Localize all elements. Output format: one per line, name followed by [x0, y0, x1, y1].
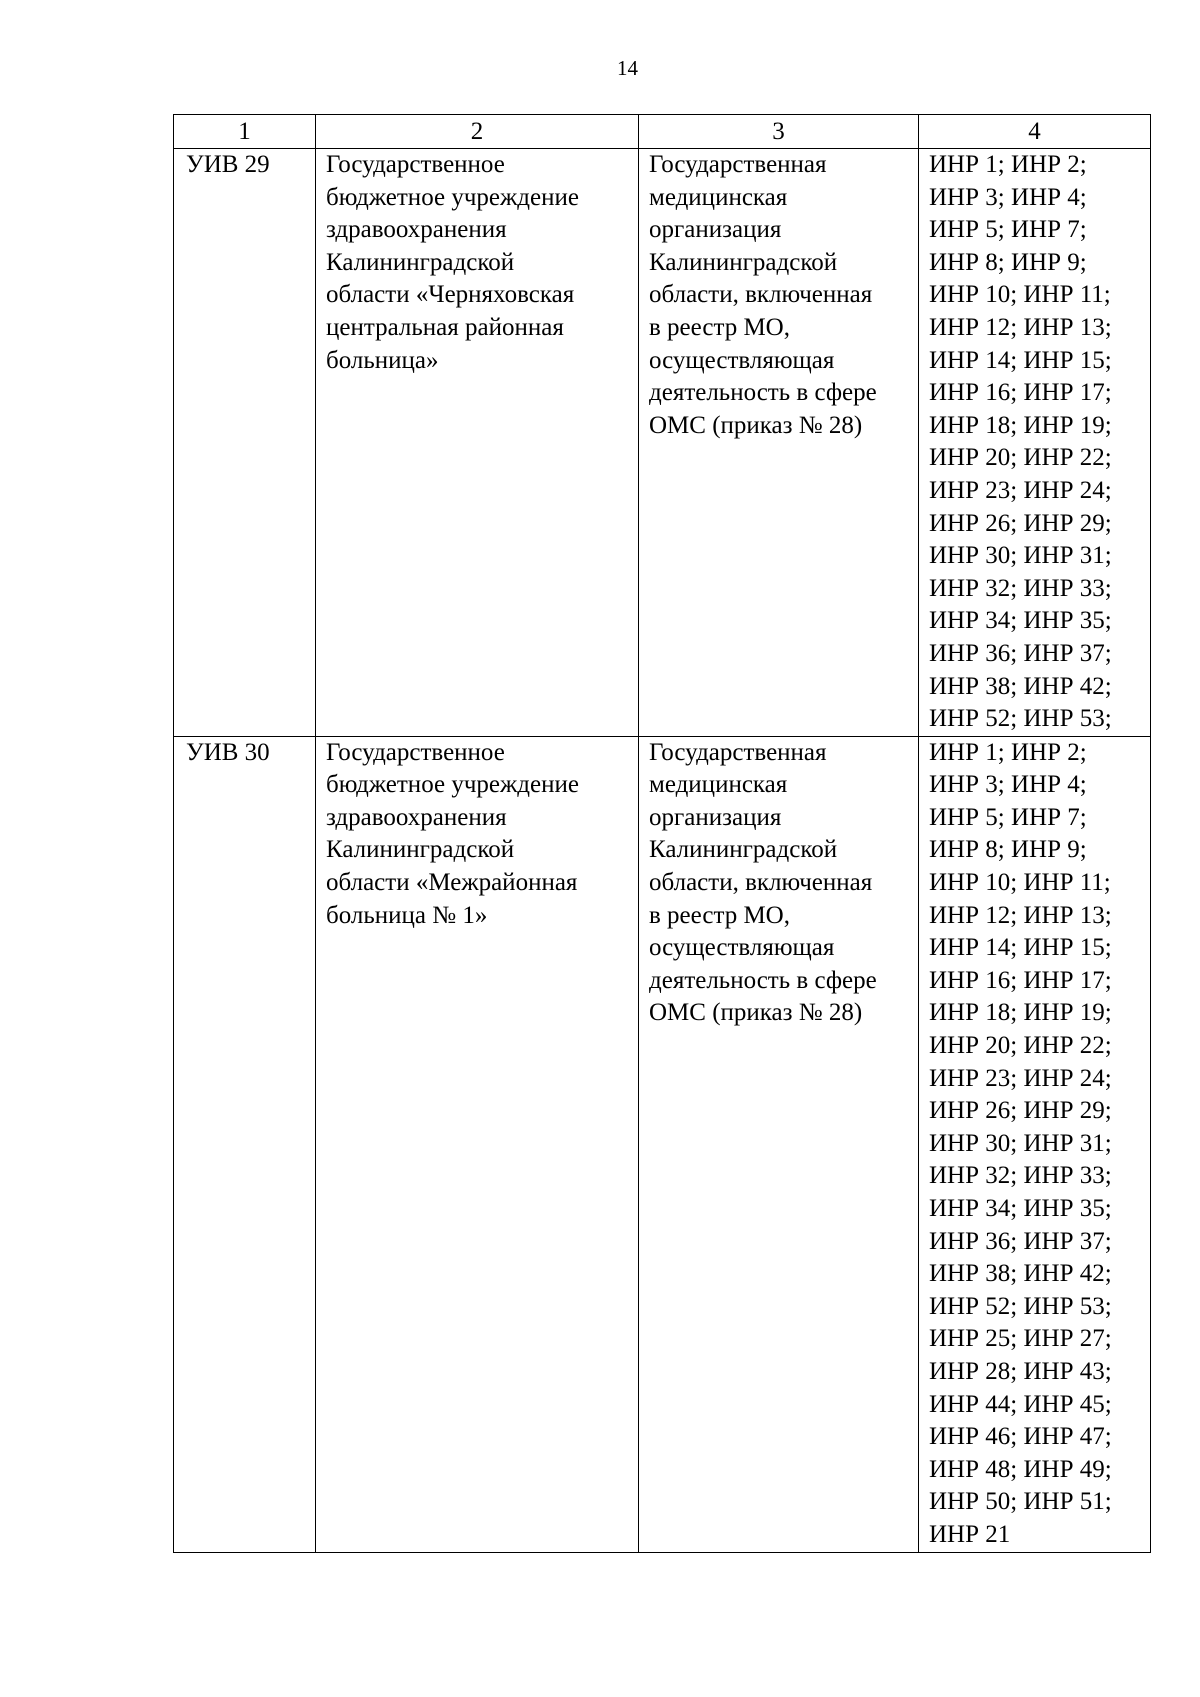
type-line: области, включенная [649, 869, 873, 897]
name-line: центральная районная [326, 313, 564, 341]
page-number: 14 [617, 56, 638, 80]
indicator-line: ИНР 36; ИНР 37; [929, 1227, 1112, 1255]
table-row [174, 149, 1151, 737]
indicator-line: ИНР 32; ИНР 33; [929, 1162, 1112, 1190]
indicator-line: ИНР 5; ИНР 7; [929, 216, 1087, 244]
type-line: медицинская [649, 183, 788, 211]
indicator-line: ИНР 34; ИНР 35; [929, 1195, 1112, 1222]
type-line: медицинская [649, 771, 788, 799]
type-line: деятельность в сфере [649, 966, 877, 994]
indicator-line: ИНР 23; ИНР 24; [929, 476, 1112, 504]
indicator-line: ИНР 3; ИНР 4; [929, 183, 1087, 211]
indicator-line: ИНР 14; ИНР 15; [929, 346, 1112, 374]
indicator-line: ИНР 8; ИНР 9; [929, 836, 1087, 864]
type-line: осуществляющая [649, 346, 835, 374]
indicator-line: ИНР 3; ИНР 4; [929, 771, 1087, 799]
type-line: организация [649, 803, 782, 831]
type-line: Государственная [649, 738, 827, 766]
name-line: Государственное [326, 738, 505, 766]
column-header-3: 3 [639, 115, 919, 149]
indicator-line: ИНР 32; ИНР 33; [929, 574, 1112, 602]
name-line: области «Межрайонная [326, 869, 578, 897]
indicator-line: ИНР 12; ИНР 13; [929, 313, 1112, 341]
indicator-line: ИНР 46; ИНР 47; [929, 1423, 1112, 1451]
type-line: Калининградской [649, 248, 838, 276]
type-line: деятельность в сфере [649, 379, 877, 407]
name-line: Государственное [326, 151, 505, 178]
indicator-line: ИНР 30; ИНР 31; [929, 542, 1112, 570]
type-line: в реестр МО, [649, 313, 790, 341]
indicator-line: ИНР 20; ИНР 22; [929, 444, 1112, 472]
row-name-cell [316, 736, 639, 1552]
row-name-cell [316, 149, 639, 737]
indicator-line: ИНР 38; ИНР 42; [929, 1260, 1112, 1288]
row-type-cell [639, 149, 919, 737]
indicator-line: ИНР 52; ИНР 53; [929, 705, 1112, 733]
name-line: бюджетное учреждение [326, 183, 579, 211]
column-header-1: 1 [174, 115, 316, 149]
indicator-line: ИНР 28; ИНР 43; [929, 1357, 1112, 1385]
indicator-line: ИНР 44; ИНР 45; [929, 1390, 1112, 1418]
table-header-row [174, 115, 1151, 149]
indicator-line: ИНР 16; ИНР 17; [929, 379, 1112, 407]
indicator-line: ИНР 10; ИНР 11; [929, 869, 1111, 897]
type-line: ОМС (приказ № 28) [649, 411, 863, 439]
indicator-line: ИНР 1; ИНР 2; [929, 738, 1087, 766]
register-table [173, 114, 1151, 1553]
indicator-line: ИНР 34; ИНР 35; [929, 607, 1112, 635]
type-line: организация [649, 216, 782, 244]
type-line: ОМС (приказ № 28) [649, 999, 863, 1027]
column-header-2: 2 [316, 115, 639, 149]
table-row [174, 736, 1151, 1552]
indicator-line: ИНР 12; ИНР 13; [929, 901, 1112, 929]
row-indicators-cell [919, 736, 1151, 1552]
name-line: области «Черняховская [326, 281, 575, 309]
indicator-line: ИНР 30; ИНР 31; [929, 1129, 1112, 1157]
name-line: Калининградской [326, 836, 515, 864]
name-line: здравоохранения [326, 803, 507, 831]
indicator-line: ИНР 25; ИНР 27; [929, 1325, 1112, 1353]
indicator-line: ИНР 26; ИНР 29; [929, 509, 1112, 537]
type-line: Государственная [649, 151, 827, 178]
type-line: в реестр МО, [649, 901, 790, 929]
indicator-line: ИНР 38; ИНР 42; [929, 672, 1112, 700]
indicator-line: ИНР 18; ИНР 19; [929, 411, 1112, 439]
indicator-line: ИНР 52; ИНР 53; [929, 1292, 1112, 1320]
row-code-cell: УИВ 30 [174, 736, 316, 1552]
indicator-line: ИНР 36; ИНР 37; [929, 639, 1112, 667]
name-line: больница» [326, 346, 439, 374]
indicator-line: ИНР 8; ИНР 9; [929, 248, 1087, 276]
row-type-cell [639, 736, 919, 1552]
indicator-line: ИНР 14; ИНР 15; [929, 934, 1112, 962]
indicator-line: ИНР 50; ИНР 51; [929, 1488, 1112, 1516]
indicator-line: ИНР 5; ИНР 7; [929, 803, 1087, 831]
indicator-line: ИНР 48; ИНР 49; [929, 1455, 1112, 1483]
indicator-line: ИНР 10; ИНР 11; [929, 281, 1111, 309]
name-line: больница № 1» [326, 901, 488, 929]
name-line: Калининградской [326, 248, 515, 276]
indicator-line: ИНР 26; ИНР 29; [929, 1097, 1112, 1125]
indicator-line: ИНР 20; ИНР 22; [929, 1032, 1112, 1060]
type-line: Калининградской [649, 836, 838, 864]
indicator-line: ИНР 16; ИНР 17; [929, 966, 1112, 994]
indicator-line: ИНР 1; ИНР 2; [929, 151, 1087, 178]
type-line: области, включенная [649, 281, 873, 309]
row-code-cell: УИВ 29 [174, 149, 316, 737]
indicator-line: ИНР 21 [929, 1520, 1011, 1548]
row-indicators-cell [919, 149, 1151, 737]
type-line: осуществляющая [649, 934, 835, 962]
name-line: бюджетное учреждение [326, 771, 579, 799]
column-header-4: 4 [919, 115, 1151, 149]
name-line: здравоохранения [326, 216, 507, 244]
indicator-line: ИНР 23; ИНР 24; [929, 1064, 1112, 1092]
indicator-line: ИНР 18; ИНР 19; [929, 999, 1112, 1027]
